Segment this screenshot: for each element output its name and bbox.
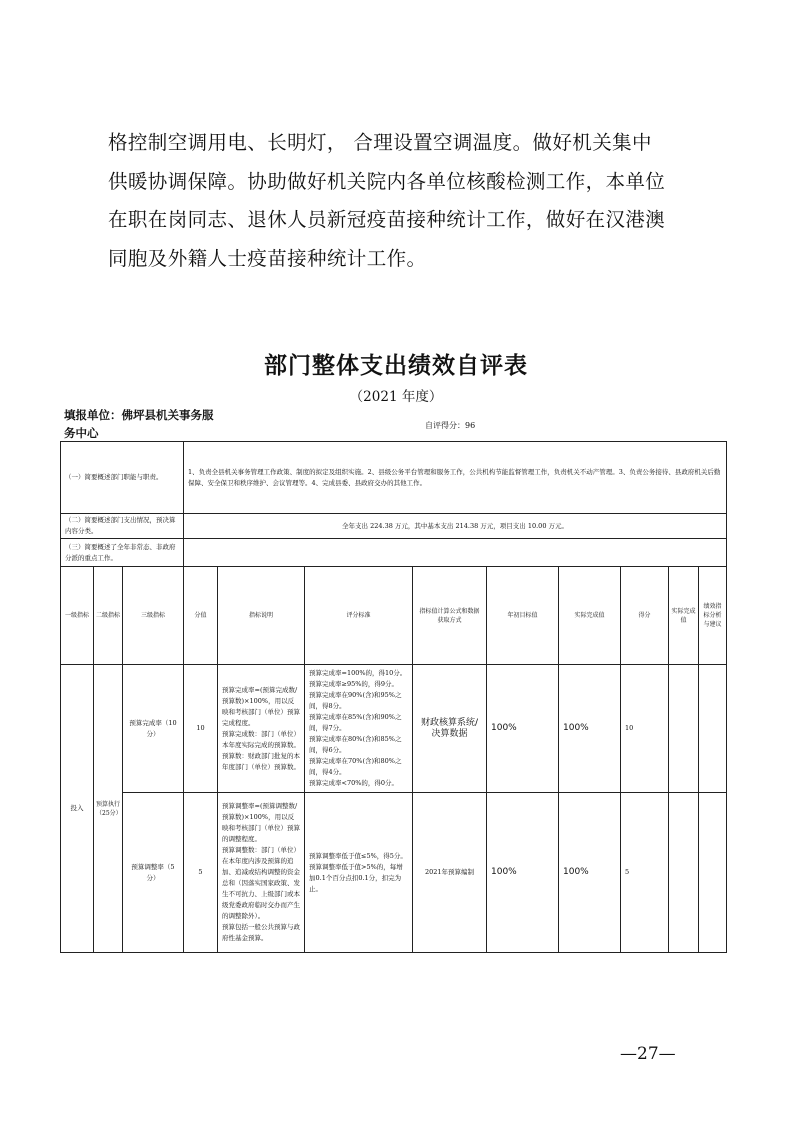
header-cell: 年初目标值 xyxy=(487,567,559,665)
header-cell: 指标值计算公式和数据获取方式 xyxy=(413,567,487,665)
score-cell: 5 xyxy=(621,793,669,953)
scoring-criteria: 预算调整率低于值≤5%，得5分。 预算调整率低于值>5%的，每增加0.1个百分点扣0.1分，扣完为止。 xyxy=(305,793,413,953)
header-cell: 一级指标 xyxy=(61,567,94,665)
body-paragraph xyxy=(108,124,708,278)
table-row xyxy=(61,514,727,539)
header-cell: 实际完成值 xyxy=(559,567,621,665)
table-subtitle: （2021 年度） xyxy=(349,389,443,405)
actual-value: 100% xyxy=(559,665,621,793)
empty-cell xyxy=(669,793,699,953)
formula-source: 财政核算系统/决算数据 xyxy=(413,665,487,793)
header-cell: 得分 xyxy=(621,567,669,665)
table-row xyxy=(61,539,727,567)
table-title: 部门整体支出绩效自评表 xyxy=(264,353,528,379)
target-value: 100% xyxy=(487,793,559,953)
row-content xyxy=(184,539,727,567)
table-row xyxy=(61,442,727,514)
level1-indicator: 投入 xyxy=(61,665,94,953)
row-label: （一）简要概述部门职能与职责。 xyxy=(61,442,184,514)
formula-source: 2021年预算编制 xyxy=(413,793,487,953)
header-cell: 二级指标 xyxy=(94,567,123,665)
empty-cell xyxy=(699,793,727,953)
header-row xyxy=(61,567,727,665)
header-cell: 三级指标 xyxy=(123,567,184,665)
performance-table xyxy=(60,441,727,953)
row-content: 1、负责全县机关事务管理工作政策、制度的拟定及组织实施。2、县级公务平台管理和服务工作，公共机构节能监督管理工作，负责机关不动产管理。3、负责公务接待、县政府机关后勤保障、安全保卫和秩序维护、会议管理等。4、完成县委、县政府交办的其他工作。 xyxy=(184,442,727,514)
empty-cell xyxy=(699,665,727,793)
paragraph-line: 供暖协调保障。协助做好机关院内各单位核酸检测工作，本单位 xyxy=(108,169,666,193)
table-row xyxy=(61,793,727,953)
score-value: 10 xyxy=(184,665,218,793)
score-cell: 10 xyxy=(621,665,669,793)
page-number: —27— xyxy=(620,1044,676,1064)
self-score: 自评得分：96 xyxy=(425,421,476,430)
header-cell: 实际完成值 xyxy=(669,567,699,665)
target-value: 100% xyxy=(487,665,559,793)
empty-cell xyxy=(669,665,699,793)
row-label: （三）简要概述了全年非常态、非政府分派的重点工作。 xyxy=(61,539,184,567)
indicator-description: 预算调整率=(预算调整数/预算数)×100%，用以反映和考核部门（单位）预算的调整程度。 预算调整数：部门（单位）在本年度内涉及预算的追加、追减或结构调整的资金总和（因落实国家政策、发生不可抗力、上级部门或本级党委政府临时交办而产生的调整除外）。 预算包括一般公共预算与政府性基金预算。 xyxy=(218,793,305,953)
table-row xyxy=(61,665,727,793)
row-content: 全年支出 224.38 万元，其中基本支出 214.38 万元，项目支出 10.00 万元。 xyxy=(184,514,727,539)
score-value: 5 xyxy=(184,793,218,953)
header-cell: 分值 xyxy=(184,567,218,665)
actual-value: 100% xyxy=(559,793,621,953)
reporting-unit: 填报单位：佛坪县机关事务服务中心 xyxy=(64,408,214,440)
level2-indicator: 预算执行（25分） xyxy=(94,665,123,953)
paragraph-line: 格控制空调用电、长明灯， 合理设置空调温度。做好机关集中 xyxy=(108,131,652,154)
level3-indicator: 预算完成率（10分） xyxy=(123,665,184,793)
header-cell: 评分标准 xyxy=(305,567,413,665)
scoring-criteria: 预算完成率=100%的，得10分。 预算完成率≥95%的，得9分。 预算完成率在90%(含)和95%之间，得8分。 预算完成率在85%(含)和90%之间，得7分。 预算完成率在80%(含)和85%之间，得6分。 预算完成率在70%(含)和80%之间，得4分。 预算完成率<70%的，得0分。 xyxy=(305,665,413,793)
header-cell: 绩效指标分析与建议 xyxy=(699,567,727,665)
indicator-description: 预算完成率=(预算完成数/预算数)×100%，用以反映和考核部门（单位）预算完成程度。 预算完成数：部门（单位）本年度实际完成的预算数。 预算数：财政部门批复的本年度部门（单位）预算数。 xyxy=(218,665,305,793)
row-label: （二）简要概述部门支出情况，预决算内容分类。 xyxy=(61,514,184,539)
level3-indicator: 预算调整率（5分） xyxy=(123,793,184,953)
paragraph-line: 同胞及外籍人士疫苗接种统计工作。 xyxy=(108,246,427,270)
paragraph-line: 在职在岗同志、退休人员新冠疫苗接种统计工作，做好在汉港澳 xyxy=(108,208,666,231)
header-cell: 指标说明 xyxy=(218,567,305,665)
